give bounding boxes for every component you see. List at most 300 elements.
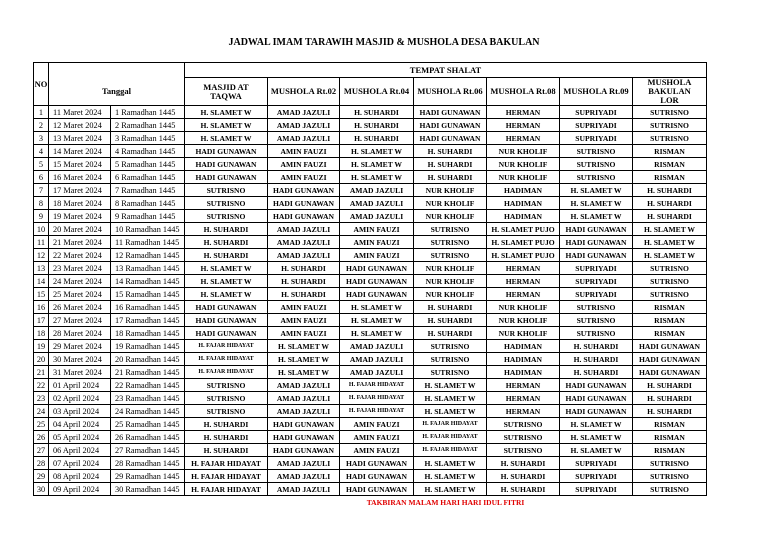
table-row [34,197,707,210]
table-row [34,275,707,288]
table-row [34,184,707,197]
imam-cell: HERMAN [487,119,560,132]
imam-cell: HADI GUNAWAN [185,314,268,327]
imam-cell: SUTRISNO [185,197,268,210]
imam-cell: SUPRIYADI [560,483,633,496]
row-number: 17 [34,314,49,327]
imam-cell: H. FAJAR HIDAYAT [185,366,268,379]
imam-cell: NUR KHOLIF [414,210,487,223]
row-date: 02 April 2024 [49,392,111,405]
header-place: MASJID AT TAQWA [185,78,268,106]
imam-cell: RISMAN [633,314,707,327]
table-row [34,418,707,431]
imam-cell: SUTRISNO [185,184,268,197]
header-place: MUSHOLA Rt.06 [414,78,487,106]
imam-cell: SUTRISNO [560,171,633,184]
imam-cell: SUTRISNO [633,288,707,301]
imam-cell: SUPRIYADI [560,106,633,119]
row-ramadan-day: 11 Ramadhan 1445 [111,236,185,249]
imam-cell: H. SLAMET W [560,418,633,431]
row-number: 23 [34,392,49,405]
imam-cell: SUPRIYADI [560,275,633,288]
imam-cell: HADI GUNAWAN [185,171,268,184]
imam-cell: H. FAJAR HIDAYAT [185,470,268,483]
row-date: 04 April 2024 [49,418,111,431]
imam-cell: HADI GUNAWAN [340,470,414,483]
row-date: 21 Maret 2024 [49,236,111,249]
imam-cell: HADI GUNAWAN [268,444,340,457]
row-date: 01 April 2024 [49,379,111,392]
imam-cell: SUTRISNO [560,145,633,158]
imam-cell: RISMAN [633,158,707,171]
imam-cell: H. SLAMET W [633,249,707,262]
imam-cell: AMAD JAZULI [268,249,340,262]
imam-cell: AMIN FAUZI [268,314,340,327]
row-ramadan-day: 19 Ramadhan 1445 [111,340,185,353]
row-number: 15 [34,288,49,301]
imam-cell: AMAD JAZULI [268,223,340,236]
imam-cell: H. SLAMET W [340,171,414,184]
row-number: 6 [34,171,49,184]
row-ramadan-day: 17 Ramadhan 1445 [111,314,185,327]
imam-cell: AMAD JAZULI [268,470,340,483]
table-row [34,145,707,158]
row-ramadan-day: 24 Ramadhan 1445 [111,405,185,418]
imam-cell: SUTRISNO [185,379,268,392]
imam-cell: HADI GUNAWAN [340,483,414,496]
imam-cell: SUTRISNO [633,119,707,132]
imam-cell: SUTRISNO [560,301,633,314]
row-ramadan-day: 2 Ramadhan 1445 [111,119,185,132]
row-number: 30 [34,483,49,496]
imam-cell: H. SUHARDI [633,405,707,418]
row-number: 12 [34,249,49,262]
imam-cell: RISMAN [633,171,707,184]
row-date: 30 Maret 2024 [49,353,111,366]
row-number: 22 [34,379,49,392]
imam-cell: HADI GUNAWAN [340,275,414,288]
imam-cell: H. SUHARDI [268,288,340,301]
imam-cell: AMIN FAUZI [340,223,414,236]
imam-cell: H. FAJAR HIDAYAT [414,431,487,444]
imam-cell: HADI GUNAWAN [560,236,633,249]
imam-cell: H. SLAMET W [340,145,414,158]
imam-cell: SUTRISNO [414,366,487,379]
imam-cell: HADI GUNAWAN [560,405,633,418]
table-row [34,249,707,262]
imam-cell: SUTRISNO [633,483,707,496]
imam-cell: H. SLAMET W [560,184,633,197]
header-place: MUSHOLA Rt.02 [268,78,340,106]
table-row [34,119,707,132]
imam-cell: H. SUHARDI [268,275,340,288]
table-row [34,132,707,145]
header-place: MUSHOLA BAKULAN LOR [633,78,707,106]
row-ramadan-day: 7 Ramadhan 1445 [111,184,185,197]
row-ramadan-day: 13 Ramadhan 1445 [111,262,185,275]
imam-cell: AMAD JAZULI [268,379,340,392]
imam-cell: H. SLAMET W [185,119,268,132]
row-ramadan-day: 6 Ramadhan 1445 [111,171,185,184]
row-date: 03 April 2024 [49,405,111,418]
row-number: 4 [34,145,49,158]
row-number: 1 [34,106,49,119]
row-date: 18 Maret 2024 [49,197,111,210]
imam-cell: H. SUHARDI [633,184,707,197]
header-tanggal: Tanggal [49,78,185,106]
row-number: 9 [34,210,49,223]
imam-cell: HADI GUNAWAN [560,379,633,392]
imam-cell: H. SLAMET W [185,106,268,119]
imam-cell: H. FAJAR HIDAYAT [185,457,268,470]
row-number: 20 [34,353,49,366]
header-place: MUSHOLA Rt.04 [340,78,414,106]
imam-cell: H. SUHARDI [414,327,487,340]
row-date: 09 April 2024 [49,483,111,496]
imam-cell: SUPRIYADI [560,470,633,483]
imam-cell: RISMAN [633,431,707,444]
imam-cell: H. SLAMET W [268,366,340,379]
imam-cell: H. SUHARDI [487,483,560,496]
imam-cell: AMAD JAZULI [268,483,340,496]
imam-cell: H. SLAMET W [560,444,633,457]
header-row-1 [34,63,707,78]
table-row [34,457,707,470]
table-row [34,327,707,340]
imam-cell: SUTRISNO [633,132,707,145]
footer-row [34,496,707,509]
imam-cell: H. SUHARDI [185,249,268,262]
imam-cell: SUTRISNO [560,158,633,171]
imam-cell: AMAD JAZULI [268,405,340,418]
row-date: 20 Maret 2024 [49,223,111,236]
imam-cell: H. SLAMET PUJO [487,236,560,249]
row-date: 23 Maret 2024 [49,262,111,275]
row-ramadan-day: 10 Ramadhan 1445 [111,223,185,236]
imam-cell: AMIN FAUZI [268,145,340,158]
table-row [34,444,707,457]
imam-cell: SUTRISNO [185,405,268,418]
footer-blank [34,496,185,509]
imam-cell: HERMAN [487,132,560,145]
imam-cell: NUR KHOLIF [487,314,560,327]
imam-cell: H. SUHARDI [414,301,487,314]
schedule-body [34,63,707,509]
row-ramadan-day: 26 Ramadhan 1445 [111,431,185,444]
row-date: 28 Maret 2024 [49,327,111,340]
imam-cell: AMIN FAUZI [340,236,414,249]
row-date: 05 April 2024 [49,431,111,444]
row-ramadan-day: 21 Ramadhan 1445 [111,366,185,379]
imam-cell: H. SUHARDI [487,457,560,470]
imam-cell: SUPRIYADI [560,457,633,470]
row-number: 29 [34,470,49,483]
imam-cell: AMAD JAZULI [340,210,414,223]
table-row [34,171,707,184]
imam-cell: AMAD JAZULI [268,392,340,405]
imam-cell: HADI GUNAWAN [560,249,633,262]
row-number: 14 [34,275,49,288]
imam-cell: SUPRIYADI [560,119,633,132]
imam-cell: HADI GUNAWAN [633,353,707,366]
imam-cell: SUTRISNO [414,353,487,366]
table-row [34,262,707,275]
imam-cell: RISMAN [633,301,707,314]
imam-cell: SUTRISNO [414,340,487,353]
imam-cell: SUTRISNO [560,314,633,327]
imam-cell: H. SLAMET W [340,158,414,171]
imam-cell: AMAD JAZULI [340,366,414,379]
imam-cell: H. SLAMET W [414,379,487,392]
imam-cell: HADIMAN [487,184,560,197]
imam-cell: NUR KHOLIF [487,158,560,171]
imam-cell: H. SLAMET W [268,353,340,366]
row-date: 25 Maret 2024 [49,288,111,301]
row-ramadan-day: 9 Ramadhan 1445 [111,210,185,223]
imam-cell: H. SUHARDI [560,353,633,366]
imam-cell: H. FAJAR HIDAYAT [185,353,268,366]
imam-cell: HERMAN [487,288,560,301]
imam-cell: H. SLAMET PUJO [487,249,560,262]
imam-cell: HADI GUNAWAN [340,288,414,301]
row-date: 29 Maret 2024 [49,340,111,353]
row-date: 17 Maret 2024 [49,184,111,197]
row-ramadan-day: 22 Ramadhan 1445 [111,379,185,392]
imam-cell: SUTRISNO [633,275,707,288]
imam-cell: H. SUHARDI [633,379,707,392]
row-number: 24 [34,405,49,418]
imam-cell: NUR KHOLIF [414,262,487,275]
table-row [34,366,707,379]
imam-cell: SUTRISNO [487,444,560,457]
table-row [34,483,707,496]
imam-cell: AMAD JAZULI [268,132,340,145]
row-ramadan-day: 18 Ramadhan 1445 [111,327,185,340]
imam-cell: SUTRISNO [185,392,268,405]
imam-cell: NUR KHOLIF [487,327,560,340]
imam-cell: H. SLAMET W [414,470,487,483]
imam-cell: AMIN FAUZI [340,249,414,262]
row-date: 31 Maret 2024 [49,366,111,379]
imam-cell: H. SLAMET W [340,327,414,340]
imam-cell: HERMAN [487,392,560,405]
imam-cell: RISMAN [633,327,707,340]
imam-cell: H. SUHARDI [268,262,340,275]
imam-cell: H. SUHARDI [414,145,487,158]
imam-cell: NUR KHOLIF [487,301,560,314]
imam-cell: HADIMAN [487,340,560,353]
row-ramadan-day: 20 Ramadhan 1445 [111,353,185,366]
imam-cell: HADI GUNAWAN [414,119,487,132]
row-number: 13 [34,262,49,275]
imam-cell: HADI GUNAWAN [633,340,707,353]
imam-cell: SUPRIYADI [560,262,633,275]
imam-cell: SUTRISNO [560,327,633,340]
imam-cell: HADIMAN [487,366,560,379]
table-row [34,353,707,366]
imam-cell: SUTRISNO [633,470,707,483]
row-number: 19 [34,340,49,353]
imam-cell: HADI GUNAWAN [560,392,633,405]
imam-cell: H. SLAMET W [560,197,633,210]
imam-cell: H. FAJAR HIDAYAT [414,444,487,457]
row-number: 16 [34,301,49,314]
imam-cell: AMIN FAUZI [268,301,340,314]
table-row [34,236,707,249]
imam-cell: NUR KHOLIF [414,184,487,197]
imam-cell: H. SUHARDI [185,236,268,249]
imam-cell: HADI GUNAWAN [633,366,707,379]
row-date: 27 Maret 2024 [49,314,111,327]
imam-cell: SUTRISNO [633,262,707,275]
header-place: MUSHOLA Rt.09 [560,78,633,106]
table-row [34,405,707,418]
table-row [34,223,707,236]
row-ramadan-day: 5 Ramadhan 1445 [111,158,185,171]
row-number: 26 [34,431,49,444]
imam-cell: HADI GUNAWAN [268,431,340,444]
row-ramadan-day: 16 Ramadhan 1445 [111,301,185,314]
imam-cell: H. SUHARDI [560,366,633,379]
header-row-2 [34,78,707,106]
row-date: 11 Maret 2024 [49,106,111,119]
imam-cell: HERMAN [487,379,560,392]
row-ramadan-day: 30 Ramadhan 1445 [111,483,185,496]
imam-cell: H. SLAMET W [268,340,340,353]
imam-cell: HADI GUNAWAN [414,132,487,145]
imam-cell: H. SUHARDI [633,197,707,210]
imam-cell: AMAD JAZULI [340,184,414,197]
imam-cell: HADI GUNAWAN [414,106,487,119]
imam-cell: SUTRISNO [487,418,560,431]
imam-cell: H. SUHARDI [633,210,707,223]
imam-cell: H. SLAMET W [633,236,707,249]
imam-cell: H. SUHARDI [414,158,487,171]
row-date: 15 Maret 2024 [49,158,111,171]
imam-cell: HADI GUNAWAN [185,327,268,340]
row-number: 8 [34,197,49,210]
row-ramadan-day: 12 Ramadhan 1445 [111,249,185,262]
imam-cell: HERMAN [487,262,560,275]
imam-cell: H. SUHARDI [487,470,560,483]
imam-cell: H. SUHARDI [185,418,268,431]
imam-cell: SUTRISNO [414,249,487,262]
imam-cell: H. FAJAR HIDAYAT [340,392,414,405]
imam-cell: AMAD JAZULI [340,353,414,366]
imam-cell: AMAD JAZULI [268,119,340,132]
header-tempat-shalat: TEMPAT SHALAT [185,63,707,78]
imam-cell: HADI GUNAWAN [340,262,414,275]
table-row [34,288,707,301]
imam-cell: AMAD JAZULI [340,197,414,210]
row-date: 14 Maret 2024 [49,145,111,158]
row-date: 07 April 2024 [49,457,111,470]
imam-cell: H. SLAMET W [414,483,487,496]
imam-cell: AMIN FAUZI [268,171,340,184]
imam-cell: AMIN FAUZI [340,444,414,457]
row-date: 06 April 2024 [49,444,111,457]
row-ramadan-day: 23 Ramadhan 1445 [111,392,185,405]
imam-cell: AMAD JAZULI [268,106,340,119]
row-ramadan-day: 29 Ramadhan 1445 [111,470,185,483]
row-date: 26 Maret 2024 [49,301,111,314]
imam-cell: HADI GUNAWAN [268,184,340,197]
imam-cell: H. SUHARDI [340,106,414,119]
imam-cell: HADI GUNAWAN [185,145,268,158]
row-number: 27 [34,444,49,457]
imam-cell: H. SLAMET W [560,431,633,444]
imam-cell: AMIN FAUZI [268,327,340,340]
imam-cell: AMIN FAUZI [340,431,414,444]
imam-cell: H. SUHARDI [633,392,707,405]
row-date: 24 Maret 2024 [49,275,111,288]
table-row [34,210,707,223]
imam-cell: HERMAN [487,106,560,119]
row-number: 7 [34,184,49,197]
imam-cell: SUTRISNO [487,431,560,444]
row-number: 2 [34,119,49,132]
imam-cell: AMIN FAUZI [268,158,340,171]
imam-cell: H. SLAMET W [185,132,268,145]
header-place: MUSHOLA Rt.08 [487,78,560,106]
row-ramadan-day: 28 Ramadhan 1445 [111,457,185,470]
imam-cell: NUR KHOLIF [487,145,560,158]
imam-cell: NUR KHOLIF [487,171,560,184]
imam-cell: H. FAJAR HIDAYAT [185,483,268,496]
imam-cell: H. SLAMET W [633,223,707,236]
imam-cell: H. SLAMET W [560,210,633,223]
imam-cell: SUTRISNO [633,457,707,470]
imam-cell: RISMAN [633,418,707,431]
imam-cell: H. SUHARDI [340,119,414,132]
row-ramadan-day: 4 Ramadhan 1445 [111,145,185,158]
imam-cell: H. SUHARDI [185,431,268,444]
row-date: 22 Maret 2024 [49,249,111,262]
row-number: 21 [34,366,49,379]
imam-cell: H. SLAMET W [414,392,487,405]
imam-cell: H. SLAMET W [185,275,268,288]
imam-cell: SUTRISNO [414,236,487,249]
imam-cell: HADI GUNAWAN [560,223,633,236]
imam-cell: H. SLAMET W [340,314,414,327]
imam-cell: AMIN FAUZI [340,418,414,431]
imam-cell: HADIMAN [487,210,560,223]
row-number: 18 [34,327,49,340]
row-ramadan-day: 8 Ramadhan 1445 [111,197,185,210]
table-row [34,314,707,327]
imam-cell: H. FAJAR HIDAYAT [185,340,268,353]
table-row [34,470,707,483]
table-row [34,106,707,119]
imam-cell: RISMAN [633,145,707,158]
row-date: 12 Maret 2024 [49,119,111,132]
imam-cell: AMAD JAZULI [340,340,414,353]
row-number: 28 [34,457,49,470]
table-row [34,301,707,314]
imam-cell: SUTRISNO [414,223,487,236]
imam-cell: NUR KHOLIF [414,288,487,301]
imam-cell: H. SUHARDI [185,223,268,236]
imam-cell: H. SUHARDI [560,340,633,353]
table-row [34,392,707,405]
row-ramadan-day: 3 Ramadhan 1445 [111,132,185,145]
row-date: 16 Maret 2024 [49,171,111,184]
row-date: 19 Maret 2024 [49,210,111,223]
imam-cell: H. SLAMET W [185,288,268,301]
row-ramadan-day: 27 Ramadhan 1445 [111,444,185,457]
imam-cell: H. SLAMET W [185,262,268,275]
page-title: JADWAL IMAM TARAWIH MASJID & MUSHOLA DESA BAKULAN [228,37,540,48]
